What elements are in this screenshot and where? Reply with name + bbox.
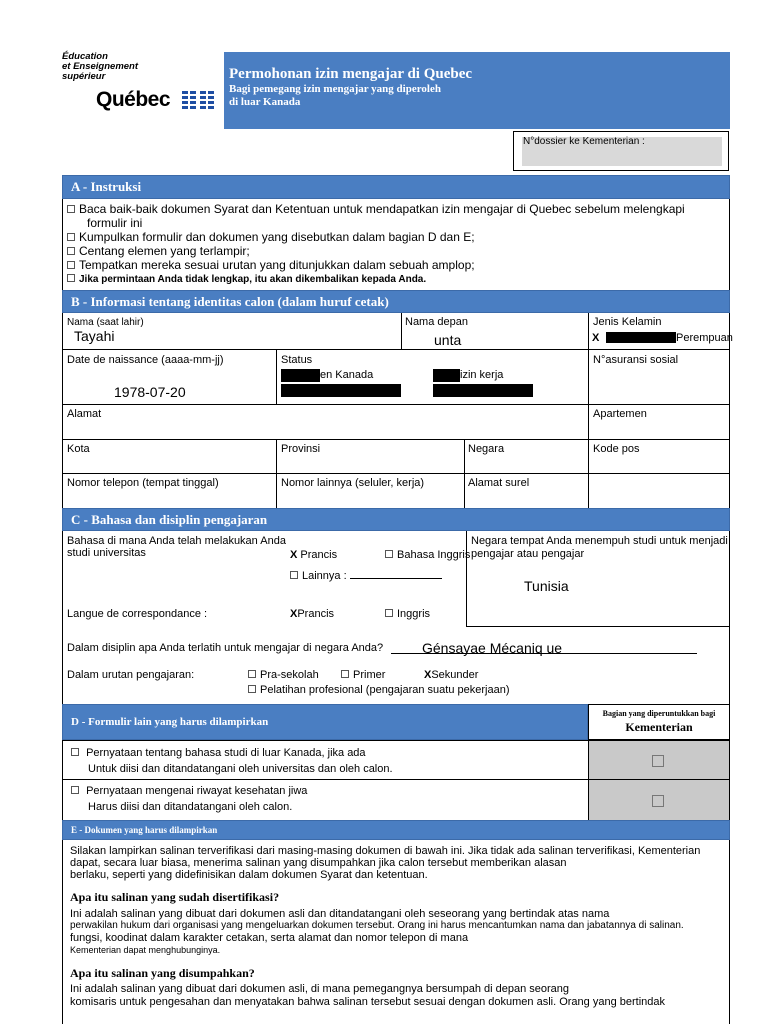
dossier-label: N°dossier ke Kementerian : bbox=[523, 136, 645, 147]
instruction-item: Kumpulkan formulir dan dokumen yang disebutkan dalam bagian D dan E; bbox=[67, 230, 727, 244]
redaction bbox=[606, 332, 676, 343]
discipline-field[interactable]: Génsayae Mécaniq ue bbox=[422, 640, 563, 656]
dossier-number-box bbox=[513, 131, 729, 171]
logo-line1: Éducation bbox=[62, 51, 108, 62]
redaction bbox=[433, 369, 460, 382]
status-option-work-permit[interactable]: izin kerja bbox=[460, 369, 504, 381]
ministry-checkbox[interactable] bbox=[652, 755, 664, 767]
order-preschool-checkbox[interactable]: Pra-sekolah bbox=[248, 669, 319, 681]
teaching-order-label: Dalam urutan pengajaran: bbox=[67, 669, 195, 681]
sworn-copy-answer: Ini adalah salinan yang dibuat dari dokumen asli, di mana pemegangnya bersumpah di depan seorang komisaris untuk pengesahan dan menyatakan bahwa salinan tersebut sesuai dengan dokumen asli. Orang yang bertindak bbox=[70, 983, 665, 1008]
redaction bbox=[281, 369, 320, 382]
logo-line2: et Enseignement bbox=[62, 61, 139, 72]
form-item-language-declaration: Pernyataan tentang bahasa studi di luar Kanada, jika ada Untuk diisi dan ditandatangani oleh universitas dan oleh calon. bbox=[71, 745, 393, 777]
instruction-item: Tempatkan mereka sesuai urutan yang ditunjukkan dalam sebuah amplop; bbox=[67, 258, 727, 272]
gender-female-checkbox[interactable]: X bbox=[592, 332, 600, 344]
section-e-header: E - Dokumen yang harus dilampirkan bbox=[62, 820, 730, 840]
instruction-item-cont: formulir ini bbox=[87, 216, 143, 230]
section-e-intro: Silakan lampirkan salinan terverifikasi dari masing-masing dokumen di bawah ini. Jika tidak ada salinan terverifikasi, Kementerian dapat, secara luar biasa, menerima salinan yang disumpahkan jika calon tersebut memberikan alasan berlaku, seperti yang didefinisikan dalam dokumen Syarat dan ketentuan. bbox=[70, 845, 701, 881]
fleur-de-lis-icon bbox=[182, 101, 196, 109]
redaction bbox=[433, 384, 533, 397]
certified-copy-answer: Ini adalah salinan yang dibuat dari dokumen asli dan ditandatangani oleh seseorang yang bertindak atas nama perwakilan hukum dari organisasi yang mengeluarkan dokumen tersebut. Orang ini harus mencantumkan nama dan jabatannya di salinan. fungsi, koodinat dalam karakter cetakan, serta alamat dan nomor telepon di mana Kementerian dapat menghubunginya. bbox=[70, 908, 684, 955]
ministry-checkbox[interactable] bbox=[652, 795, 664, 807]
order-primary-checkbox[interactable]: Primer bbox=[341, 669, 385, 681]
discipline-label: Dalam disiplin apa Anda terlatih untuk mengajar di negara Anda? bbox=[67, 642, 384, 654]
gender-female-label: Perempuan bbox=[676, 332, 733, 344]
form-title: Permohonan izin mengajar di Quebec bbox=[229, 66, 473, 82]
form-title-banner bbox=[224, 52, 730, 129]
instruction-warning: Jika permintaan Anda tidak lengkap, itu akan dikembalikan kepada Anda. bbox=[67, 273, 727, 287]
corr-french-checkbox[interactable]: XPrancis bbox=[290, 608, 335, 620]
country-label: Negara bbox=[468, 443, 505, 455]
sin-label: N°asuransi sosial bbox=[593, 354, 679, 366]
section-b-header: B - Informasi tentang identitas calon (dalam huruf cetak) bbox=[62, 290, 730, 313]
attached-checkbox[interactable] bbox=[71, 786, 79, 794]
redaction bbox=[281, 384, 401, 397]
instruction-item: Centang elemen yang terlampir; bbox=[67, 244, 727, 258]
fleur-de-lis-icon bbox=[182, 91, 196, 99]
name-label: Nama (saat lahir) bbox=[67, 317, 144, 328]
study-country-field[interactable]: Tunisia bbox=[524, 578, 569, 594]
section-c-header: C - Bahasa dan disiplin pengajaran bbox=[62, 508, 730, 531]
status-label: Status bbox=[281, 354, 313, 366]
status-option-canada[interactable]: en Kanada bbox=[320, 369, 374, 381]
fleur-de-lis-icon bbox=[200, 91, 214, 99]
instruction-item: Baca baik-baik dokumen Syarat dan Ketentuan untuk mendapatkan izin mengajar di Quebec sebelum melengkapi bbox=[67, 202, 727, 216]
form-subtitle-2: di luar Kanada bbox=[229, 96, 301, 108]
home-phone-label: Nomor telepon (tempat tinggal) bbox=[67, 477, 219, 489]
study-language-label: Bahasa di mana Anda telah melakukan Anda studi universitas bbox=[67, 535, 286, 559]
section-d-header: D - Formulir lain yang harus dilampirkan bbox=[62, 704, 588, 740]
sworn-copy-question: Apa itu salinan yang disumpahkan? bbox=[70, 966, 255, 980]
instructions-list bbox=[67, 202, 727, 287]
first-name-field[interactable]: unta bbox=[434, 332, 462, 348]
attached-checkbox[interactable] bbox=[71, 748, 79, 756]
lang-french-checkbox[interactable]: X Prancis bbox=[290, 549, 338, 561]
logo-line3: supérieur bbox=[62, 71, 106, 82]
quebec-logo bbox=[62, 52, 224, 128]
form-subtitle-1: Bagi pemegang izin mengajar yang diperoleh bbox=[229, 83, 441, 95]
form-item-mental-health: Pernyataan mengenai riwayat kesehatan jiwa Harus diisi dan ditandatangani oleh calon. bbox=[71, 783, 307, 815]
lang-other-field[interactable] bbox=[350, 569, 442, 579]
postal-code-label: Kode pos bbox=[593, 443, 640, 455]
lang-other-checkbox[interactable]: Lainnya : bbox=[290, 569, 442, 582]
section-a-header: A - Instruksi bbox=[62, 175, 730, 199]
lang-english-checkbox[interactable]: Bahasa Inggris bbox=[385, 549, 470, 561]
email-label: Alamat surel bbox=[468, 477, 530, 489]
fleur-de-lis-icon bbox=[200, 101, 214, 109]
name-field[interactable]: Tayahi bbox=[74, 328, 115, 344]
dob-label: Date de naissance (aaaa-mm-jj) bbox=[67, 354, 224, 366]
gender-label: Jenis Kelamin bbox=[593, 316, 662, 328]
first-name-label: Nama depan bbox=[405, 316, 468, 328]
other-phone-label: Nomor lainnya (seluler, kerja) bbox=[281, 477, 425, 489]
dob-field[interactable]: 1978-07-20 bbox=[114, 384, 186, 400]
logo-name: Québec bbox=[96, 88, 171, 111]
order-vocational-checkbox[interactable]: Pelatihan profesional (pengajaran suatu pekerjaan) bbox=[248, 684, 510, 696]
order-secondary-checkbox[interactable]: XSekunder bbox=[424, 669, 479, 681]
study-country-label: Negara tempat Anda menempuh studi untuk menjadi pengajar atau pengajar bbox=[471, 535, 728, 560]
corr-english-checkbox[interactable]: Inggris bbox=[385, 608, 430, 620]
province-label: Provinsi bbox=[281, 443, 321, 455]
ministry-reserved-header: Bagian yang diperuntukkan bagi Kementerian bbox=[588, 704, 730, 740]
apartment-label: Apartemen bbox=[593, 408, 647, 420]
certified-copy-question: Apa itu salinan yang sudah disertifikasi? bbox=[70, 890, 280, 904]
correspondence-language-label: Langue de correspondance : bbox=[67, 608, 208, 620]
address-label: Alamat bbox=[67, 408, 102, 420]
city-label: Kota bbox=[67, 443, 90, 455]
